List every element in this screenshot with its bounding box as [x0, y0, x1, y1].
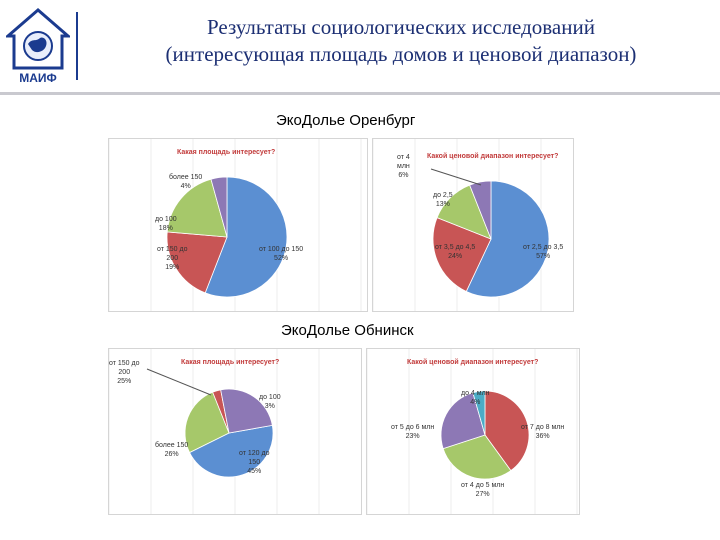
chart-title: Какой ценовой диапазон интересует? — [407, 359, 539, 366]
data-label: от 5 до 6 млн 23% — [391, 424, 435, 440]
data-label: до 100 18% — [155, 216, 177, 232]
title-line-2: (интересующая площадь домов и ценовой диапазон) — [165, 42, 637, 66]
logo-divider — [76, 12, 78, 80]
pie-chart-svg — [109, 139, 367, 311]
chart-panel-obninsk-area — [108, 348, 362, 515]
chart-panel-obninsk-price — [366, 348, 580, 515]
chart-title: Какая площадь интересует? — [181, 359, 280, 366]
data-label: от 150 до 200 19% — [157, 246, 188, 271]
data-label: от 4 до 5 млн 27% — [461, 482, 505, 498]
chart-title: Какой ценовой диапазон интересует? — [427, 153, 559, 160]
chart-panel-orenburg-price — [372, 138, 574, 312]
data-label: от 4 млн 6% — [397, 154, 410, 179]
data-label: до 2,5 13% — [433, 192, 453, 208]
data-label: от 2,5 до 3,5 57% — [523, 244, 564, 260]
section-title-orenburg: ЭкоДолье Оренбург — [276, 112, 416, 129]
slide-header — [0, 0, 720, 92]
leader-line — [431, 169, 481, 185]
leader-line — [147, 369, 211, 395]
chart-panel-orenburg-area — [108, 138, 368, 312]
data-label: от 150 до 200 25% — [109, 360, 140, 385]
page-title — [90, 14, 712, 68]
data-label: до 4 млн 4% — [461, 390, 490, 406]
logo-text: МАИФ — [19, 71, 57, 85]
data-label: более 150 4% — [169, 174, 203, 190]
data-label: до 100 3% — [259, 394, 281, 410]
chart-title: Какая площадь интересует? — [177, 149, 276, 156]
title-line-1: Результаты социологических исследований — [207, 15, 595, 39]
data-label: от 120 до 150 45% — [239, 450, 270, 475]
data-label: более 150 26% — [155, 442, 189, 458]
pie-chart-svg — [109, 349, 361, 514]
data-label: от 3,5 до 4,5 24% — [435, 244, 476, 260]
data-label: от 7 до 8 млн 36% — [521, 424, 565, 440]
data-label: от 100 до 150 52% — [259, 246, 304, 262]
section-title-obninsk: ЭкоДолье Обнинск — [281, 322, 414, 339]
maif-logo — [6, 8, 70, 86]
header-divider — [0, 92, 720, 95]
